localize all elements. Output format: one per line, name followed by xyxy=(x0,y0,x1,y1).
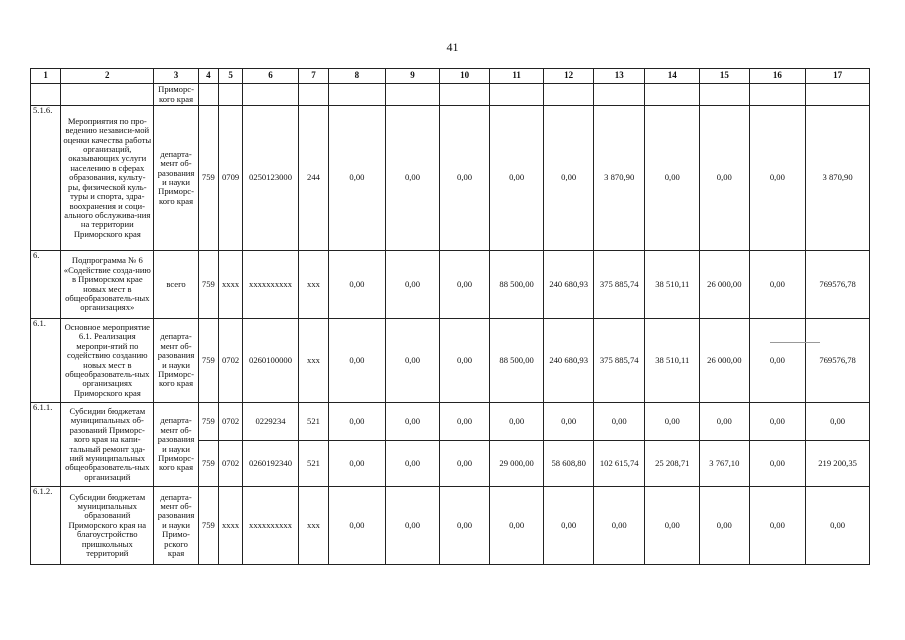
table-cell xyxy=(749,84,806,106)
table-cell xyxy=(440,84,490,106)
column-header: 13 xyxy=(593,69,645,84)
table-cell: 240 680,93 xyxy=(544,319,594,403)
table-cell: 769576,78 xyxy=(806,251,870,319)
table-cell: 0,00 xyxy=(440,319,490,403)
table-cell: всего xyxy=(154,251,198,319)
table-cell xyxy=(593,84,645,106)
table-cell: 0,00 xyxy=(385,441,440,487)
table-cell: хххх xyxy=(218,251,242,319)
table-cell xyxy=(218,84,242,106)
table-cell: Субсидии бюджетам муниципальных об-разований Приморс-кого края на капи-тальный ремонт зда-ний муниципальных общеобразователь-ных организаций xyxy=(61,403,154,487)
table-cell: ххх xyxy=(298,251,328,319)
table-cell xyxy=(544,84,594,106)
table-cell: 26 000,00 xyxy=(700,251,750,319)
table-cell: 0,00 xyxy=(700,487,750,565)
table-cell: 759 xyxy=(198,487,218,565)
table-body xyxy=(31,84,870,565)
table-cell xyxy=(329,84,386,106)
table-cell: 0,00 xyxy=(749,106,806,251)
table-cell: 759 xyxy=(198,403,218,441)
table-cell: 6.1. xyxy=(31,319,61,403)
table-cell: 25 208,71 xyxy=(645,441,700,487)
table-cell: департа-мент об-разования и науки Приморс-кого края xyxy=(154,319,198,403)
table-cell: Субсидии бюджетам муниципальных образований Приморского края на благоустройство пришкольных территорий xyxy=(61,487,154,565)
table-cell: 5.1.6. xyxy=(31,106,61,251)
table-cell: 375 885,74 xyxy=(593,319,645,403)
table-cell xyxy=(700,84,750,106)
table-cell: 240 680,93 xyxy=(544,251,594,319)
table-cell: 0,00 xyxy=(489,106,544,251)
column-header: 15 xyxy=(700,69,750,84)
table-cell: 3 870,90 xyxy=(806,106,870,251)
table-cell: 0,00 xyxy=(489,487,544,565)
table-cell: 0,00 xyxy=(749,487,806,565)
table-cell xyxy=(243,84,299,106)
column-header: 16 xyxy=(749,69,806,84)
table-cell xyxy=(198,84,218,106)
table-cell: Основное мероприятие 6.1. Реализация меропри-ятий по содействию созданию новых мест в общеобразователь-ных организациях Приморского края xyxy=(61,319,154,403)
table-cell: департа-мент об-разования и науки Приморс-кого края xyxy=(154,403,198,487)
table-cell: 0,00 xyxy=(544,487,594,565)
table-cell: 759 xyxy=(198,319,218,403)
table-cell: 219 200,35 xyxy=(806,441,870,487)
table-cell: 0,00 xyxy=(440,403,490,441)
table-cell: 88 500,00 xyxy=(489,319,544,403)
table-cell: 58 608,80 xyxy=(544,441,594,487)
table-cell: 0,00 xyxy=(440,251,490,319)
table-row xyxy=(31,487,870,565)
table-cell xyxy=(31,84,61,106)
table-cell: 0,00 xyxy=(749,403,806,441)
column-header: 10 xyxy=(440,69,490,84)
table-cell: 0,00 xyxy=(385,251,440,319)
page-number: 41 xyxy=(446,40,459,54)
table-cell: 0,00 xyxy=(544,106,594,251)
column-header: 4 xyxy=(198,69,218,84)
table-cell: 102 615,74 xyxy=(593,441,645,487)
column-header: 1 xyxy=(31,69,61,84)
column-header: 8 xyxy=(329,69,386,84)
table-cell: 0,00 xyxy=(489,403,544,441)
table-row xyxy=(31,84,870,106)
table-cell: 38 510,11 xyxy=(645,251,700,319)
table-cell xyxy=(806,84,870,106)
table-cell: 0,00 xyxy=(645,106,700,251)
budget-table-sheet xyxy=(30,68,875,565)
table-cell: 29 000,00 xyxy=(489,441,544,487)
table-cell xyxy=(298,84,328,106)
table-row xyxy=(31,251,870,319)
table-cell: 0,00 xyxy=(593,487,645,565)
column-header: 7 xyxy=(298,69,328,84)
table-cell: 0,00 xyxy=(385,106,440,251)
table-cell: ххх xyxy=(298,487,328,565)
table-cell: 0260100000 xyxy=(243,319,299,403)
table-row xyxy=(31,106,870,251)
table-cell: 0,00 xyxy=(440,106,490,251)
table-cell: 0,00 xyxy=(329,487,386,565)
column-header: 12 xyxy=(544,69,594,84)
table-cell: 521 xyxy=(298,403,328,441)
column-header: 3 xyxy=(154,69,198,84)
table-cell: хххх xyxy=(218,487,242,565)
table-cell: 0,00 xyxy=(329,441,386,487)
table-cell: 0,00 xyxy=(544,403,594,441)
table-cell: 0250123000 xyxy=(243,106,299,251)
table-cell: 0,00 xyxy=(329,319,386,403)
table-cell: 0,00 xyxy=(749,251,806,319)
table-cell: 0702 xyxy=(218,441,242,487)
table-cell: 0,00 xyxy=(385,319,440,403)
table-cell: 3 870,90 xyxy=(593,106,645,251)
table-cell: 769576,78 xyxy=(806,319,870,403)
table-cell: 0709 xyxy=(218,106,242,251)
table-cell: 0702 xyxy=(218,403,242,441)
table-cell: 759 xyxy=(198,441,218,487)
table-cell: 6.1.1. xyxy=(31,403,61,487)
table-cell: 0,00 xyxy=(806,487,870,565)
column-header: 17 xyxy=(806,69,870,84)
table-cell: 0,00 xyxy=(440,441,490,487)
table-cell: 759 xyxy=(198,251,218,319)
table-cell xyxy=(645,84,700,106)
table-cell: 0,00 xyxy=(645,487,700,565)
table-cell: 0,00 xyxy=(700,403,750,441)
table-cell: Мероприятия по про-ведению независи-мой оценки качества работы организаций, оказывающих услуги населению в сферах образования, культу-ры, физической куль-туры и спорта, здра-воохранения и соци-ального обслужива-ния на территории Приморского края xyxy=(61,106,154,251)
table-cell: 0702 xyxy=(218,319,242,403)
table-cell: 38 510,11 xyxy=(645,319,700,403)
table-cell: 26 000,00 xyxy=(700,319,750,403)
table-cell: 0,00 xyxy=(749,441,806,487)
table-cell: 6. xyxy=(31,251,61,319)
table-cell: хххххххххх xyxy=(243,487,299,565)
table-cell: 0,00 xyxy=(440,487,490,565)
table-row xyxy=(31,403,870,441)
column-header: 5 xyxy=(218,69,242,84)
table-cell: 375 885,74 xyxy=(593,251,645,319)
table-cell: ххх xyxy=(298,319,328,403)
table-row xyxy=(31,319,870,403)
header-row xyxy=(31,69,870,84)
table-cell: хххххххххх xyxy=(243,251,299,319)
table-cell xyxy=(489,84,544,106)
scan-mark xyxy=(770,342,820,343)
table-cell: 244 xyxy=(298,106,328,251)
table-cell: Приморс-кого края xyxy=(154,84,198,106)
table-cell: 0,00 xyxy=(329,251,386,319)
table-cell xyxy=(385,84,440,106)
table-cell: 0,00 xyxy=(385,487,440,565)
column-header: 2 xyxy=(61,69,154,84)
column-header: 9 xyxy=(385,69,440,84)
table-cell: департа-мент об-разования и науки Приморс-кого края xyxy=(154,106,198,251)
table-cell: 0,00 xyxy=(749,319,806,403)
table-cell: 88 500,00 xyxy=(489,251,544,319)
column-header: 14 xyxy=(645,69,700,84)
column-header: 6 xyxy=(243,69,299,84)
table-cell: 0,00 xyxy=(385,403,440,441)
table-cell: 0260192340 xyxy=(243,441,299,487)
table-cell: 0,00 xyxy=(329,403,386,441)
table-cell: департа-мент об-разования и науки Примо-рского края xyxy=(154,487,198,565)
table-cell: 759 xyxy=(198,106,218,251)
table-cell: 0,00 xyxy=(593,403,645,441)
table-cell: 3 767,10 xyxy=(700,441,750,487)
budget-table xyxy=(30,68,870,565)
table-cell: 0,00 xyxy=(329,106,386,251)
table-cell: 0,00 xyxy=(645,403,700,441)
table-cell: 0,00 xyxy=(700,106,750,251)
table-cell xyxy=(61,84,154,106)
column-header: 11 xyxy=(489,69,544,84)
table-cell: 521 xyxy=(298,441,328,487)
table-cell: 0,00 xyxy=(806,403,870,441)
table-cell: Подпрограмма № 6 «Содействие созда-нию в Приморском крае новых мест в общеобразователь-ных организациях» xyxy=(61,251,154,319)
table-cell: 0229234 xyxy=(243,403,299,441)
table-cell: 6.1.2. xyxy=(31,487,61,565)
